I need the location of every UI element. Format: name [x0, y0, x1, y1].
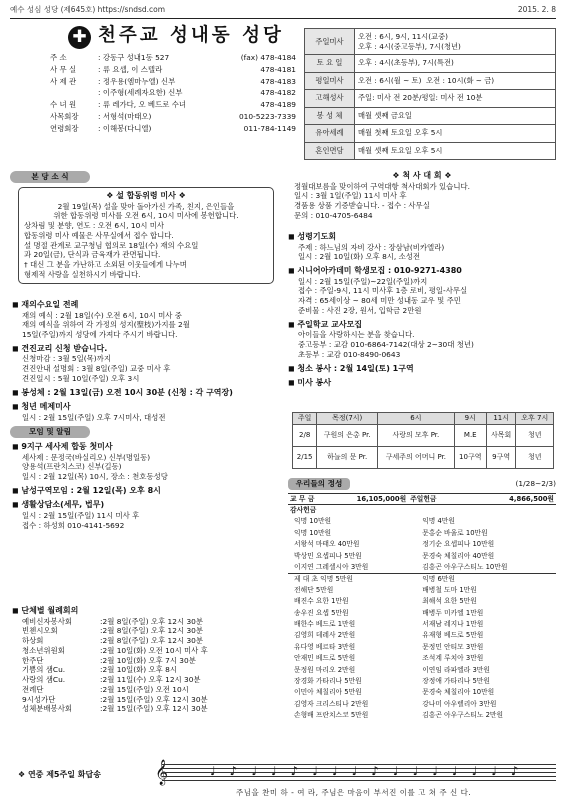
donation-entry: 장정애 가타리나 5만원: [422, 676, 490, 685]
news-item-heading: ◼ 견진교리 신청 받습니다.: [12, 343, 108, 353]
schedule-label: 토 요 일: [305, 55, 355, 73]
church-cross-logo-icon: ✚: [68, 26, 91, 49]
schedule-value: 오후 : 4시(초등부), 7시(특전): [355, 55, 556, 73]
mass-table-cell: 2/15: [293, 447, 317, 469]
donation-entry: 익명 10만원: [294, 528, 332, 537]
donation-row: [288, 539, 556, 550]
right-news-list: [288, 232, 556, 393]
news-item: [12, 402, 282, 422]
header-rule: [10, 18, 556, 19]
donation-row: [288, 528, 556, 539]
schedule-value: 오전 : 6시, 9시, 11시(교중) 오후 : 4시(중고등부), 7시(청년): [355, 29, 556, 55]
donation-entry: 이연임 라파엘라 3만원: [422, 665, 490, 674]
meeting-row: [12, 656, 282, 666]
staff-phone: 010-5223-7339: [238, 112, 296, 121]
schedule-value: 오전 : 6시(월 ~ 토) 오전 : 10시(화 ~ 금): [355, 72, 556, 90]
donation-row: [288, 642, 556, 653]
news-item: [288, 378, 556, 389]
memorial-mass-line: 합동위령 미사 예물은 사무실에서 접수 합니다.: [24, 230, 174, 240]
news-item-line: 15일(주일)까지 성당에 가져다 주시기 바랍니다.: [22, 330, 178, 340]
donation-entry: 안재민 베드로 5만원: [294, 654, 356, 663]
donation-entry: 이지연 그레셀시아 3만원: [294, 562, 369, 571]
donation-total-cell: 16,105,000원: [330, 494, 409, 505]
mass-table-cell: 사랑의 모후 Pr.: [378, 425, 455, 447]
staff-phone: 011-784-1149: [243, 123, 296, 133]
donation-entry: 문정원 마리오 2만원: [294, 665, 356, 674]
staff-label: 연령회장: [50, 123, 79, 133]
news-item-heading: ◼ 재의수요일 전례: [12, 300, 79, 309]
schedule-label: 고해성사: [305, 90, 355, 108]
donation-subheader-row: [288, 505, 556, 516]
meeting-group: 예비신자봉사회: [22, 616, 72, 626]
donation-entry: 문경숙 체칠리아 40만원: [422, 551, 495, 560]
staff-row: [50, 87, 296, 99]
schedule-label: 혼인면담: [305, 142, 355, 160]
news-item-line: 자격 : 65세이상 ~ 80세 미만 성내동 교우 및 주민: [298, 296, 461, 306]
mass-table-cell: 9구역: [486, 447, 516, 469]
schedule-value: 매월 첫째 토요일 오후 5시: [355, 125, 556, 143]
donation-row: [288, 630, 556, 641]
news-item-line: 주제 : 하느님의 자비 강사 : 장삼남(비카엘라): [298, 242, 445, 252]
news-item-heading: ◼ 생활상담소(세무, 법무): [12, 500, 105, 510]
meeting-time: 2월 15일(주일) 오후 12시 30분: [102, 694, 208, 704]
news-item-heading: ◼ 9지구 세사제 합동 첫미사: [12, 442, 113, 451]
news-item-line: 일시 : 2월 15일(주일)~22일(주일)까지: [298, 276, 428, 286]
memorial-mass-title: ❖ 설 합동위령 미사 ❖: [106, 191, 186, 200]
meetings-heading: ◼ 단체별 월례회의: [12, 606, 79, 615]
schedule-value: 매월 셋째 토요일 오후 5시: [355, 142, 556, 160]
donation-row: [288, 607, 556, 618]
news-item-line: 준비물 : 사진 2장, 원서, 입학금 2만원: [298, 305, 422, 315]
donation-row: [288, 550, 556, 561]
mass-table-head-cell: 11시: [486, 413, 516, 425]
schedule-value: 주일: 미사 전 20분/평일: 미사 전 10분: [355, 90, 556, 108]
staff-phone: 478-4182: [260, 88, 296, 98]
donation-entry: 손형배 프란치스코 5만원: [294, 711, 369, 720]
festival-line: 정월대보름을 맞이하여 구역대항 척사대회가 있습니다.: [294, 181, 470, 191]
news-item-heading: ◼ 남성구역모임 : 2월 12일(목) 오후 8시: [12, 485, 161, 495]
news-item-line: 견진일시 : 5월 10일(주일) 오후 3시: [22, 373, 140, 383]
donation-entry: 최해석 요한 5만원: [422, 597, 477, 606]
schedule-row: [305, 125, 556, 143]
memorial-mass-line: 설 명절 관계로 교구청님 협의로 18일(수) 재의 수요일: [24, 240, 199, 250]
mass-table-header: [293, 413, 554, 425]
parish-news-list: [12, 300, 282, 427]
mass-table-cell: 10구역: [454, 447, 486, 469]
staff-value: : 이주형(세례자요한) 신부: [98, 88, 183, 98]
schedule-row: [305, 29, 556, 55]
staff-label: 사 무 실: [50, 64, 77, 74]
colon: :: [100, 694, 103, 704]
meeting-row: [12, 675, 282, 685]
donations-range: (1/28~2/3): [515, 479, 556, 489]
mass-table-cell: 청년: [516, 425, 554, 447]
donation-entry: 이민아 체칠리아 5만원: [294, 688, 362, 697]
donation-total-cell: 주일헌금: [408, 494, 464, 505]
schedule-label: 봉 성 체: [305, 107, 355, 125]
meeting-group: 사랑의 샘Cu.: [22, 675, 66, 685]
news-item: [12, 442, 282, 482]
donation-entry: 문정민 안티모 3만원: [422, 642, 484, 651]
staff-label: 사목회장: [50, 112, 79, 121]
mass-table-row: [293, 447, 554, 469]
donation-entry: 김흥곤 아우구스티노 10만원: [422, 562, 508, 571]
news-item-line: 일시 : 2월 10일(화) 오후 8시, 소성전: [298, 252, 421, 262]
colon: :: [100, 704, 103, 714]
staff-row: [50, 99, 296, 111]
left-column: [10, 171, 280, 183]
meeting-row: [12, 704, 282, 714]
news-item-heading: ◼ 청년 메제미사: [12, 402, 71, 412]
donation-entry: 김영자 크리스티나 2만원: [294, 699, 369, 708]
mass-table-cell: 구원의 은총 Pr.: [317, 425, 378, 447]
meeting-time: 2월 8일(주일) 오후 12시 30분: [102, 626, 203, 636]
schedule-label: 유아세례: [305, 125, 355, 143]
staff-row: [50, 76, 296, 88]
donation-row: [288, 664, 556, 675]
donation-entry: 김영희 데레사 2만원: [294, 631, 356, 640]
meeting-group: 기쁨의 샘Cu.: [22, 665, 66, 675]
donation-entry: 문경숙 체칠리아 10만원: [422, 688, 495, 697]
news-item-line: 양용석(프란치스코) 신부(길동): [22, 462, 122, 472]
meeting-group: 한주단: [22, 655, 44, 665]
donation-entry: 배병철 도마 1만원: [422, 585, 477, 594]
schedule-row: [305, 90, 556, 108]
schedule-label: 주일미사: [305, 29, 355, 55]
mass-table-head-cell: 오후 7시: [516, 413, 554, 425]
colon: :: [100, 675, 103, 685]
donation-entry: 전해단 5만원: [294, 585, 334, 594]
mass-table-row: [293, 425, 554, 447]
staff-row: [50, 111, 296, 123]
donation-total-cell: 교 무 금: [288, 494, 330, 505]
staff-value: : 류 요셉, 이 스텔라: [98, 64, 163, 74]
meeting-time: 2월 8일(주일) 오후 12시 30분: [102, 636, 203, 646]
memorial-mass-line: 과 20일(금), 단식과 금육재가 관면됩니다.: [24, 250, 161, 260]
mass-service-table-wrap: [292, 412, 554, 469]
mass-schedule-table: [304, 28, 556, 160]
schedule-label: 평일미사: [305, 72, 355, 90]
memorial-mass-line: 상차림 및 분향, 연도 : 오전 6시, 10시 미사: [24, 221, 165, 231]
schedule-row: [305, 142, 556, 160]
donation-entry: 제 대 초 익명 5만원: [294, 574, 353, 583]
news-item: [12, 344, 282, 384]
news-item-heading: ◼ 미사 봉사: [288, 378, 332, 388]
donations-table: [288, 493, 556, 721]
mass-table-cell: 사목회: [486, 425, 516, 447]
colon: :: [100, 665, 103, 675]
news-item: [288, 266, 556, 316]
header-bar: [10, 5, 556, 15]
donations-header: 우리들의 정성: [288, 478, 350, 490]
schedule-row: [305, 107, 556, 125]
mass-table-head-cell: 6시: [378, 413, 455, 425]
meeting-row: [12, 695, 282, 705]
donation-entry: 문홍순 바울로 10만원: [422, 528, 488, 537]
news-item-heading: ◼ 시니어아카데미 학생모집 : 010-9271-4380: [288, 266, 462, 276]
meeting-group: 성체분배봉사회: [22, 704, 72, 714]
donation-entry: 김흥곤 아우구스티노 2만원: [422, 711, 504, 720]
donation-row: [288, 516, 556, 527]
mass-table-head-cell: 9시: [454, 413, 486, 425]
staff-phone: 478-4183: [260, 76, 296, 86]
donation-entry: 조석계 루치아 3만원: [422, 654, 484, 663]
announcement-list: [12, 442, 282, 534]
news-item-heading: ◼ 성령기도회: [288, 232, 337, 241]
donation-row: [288, 710, 556, 721]
meeting-row: [12, 617, 282, 627]
meeting-time: 2월 8일(주일) 오후 12시 30분: [102, 616, 203, 626]
news-item-line: 접수 : 주일-9시, 11시 미사후 1층 로비, 평일-사무실: [298, 286, 468, 296]
colon: :: [100, 616, 103, 626]
donation-entry: 배병두 미카엘 1만원: [422, 608, 484, 617]
news-item: [288, 364, 556, 375]
news-item-line: 아이들을 사랑하시는 분을 찾습니다.: [298, 330, 415, 340]
psalm-title: ❖ 연중 제5주일 화답송: [18, 770, 101, 779]
meeting-group: 전례단: [22, 684, 44, 694]
news-item: [12, 388, 282, 399]
donation-row: [288, 585, 556, 596]
mass-table-cell: 하늘의 문 Pr.: [317, 447, 378, 469]
news-item-line: 신청마감 : 3월 5일(목)까지: [22, 354, 111, 364]
news-item-line: 일시 : 2월 12일(목) 10시, 장소 : 천호동성당: [22, 472, 168, 482]
news-item-line: 재의 예식 : 2월 18일(수) 오전 6시, 10시 미사 중: [22, 310, 182, 320]
staff-directory: [50, 52, 296, 135]
news-item-heading: ◼ 봉성체 : 2월 13일(금) 오전 10시 30분 (신청 : 각 구역장): [12, 387, 233, 397]
staff-line: [162, 780, 556, 781]
festival-line: 경품용 상품 기증받습니다. - 접수 : 사무실: [294, 201, 430, 211]
news-item: [12, 500, 282, 530]
meeting-group: 빈첸시오회: [22, 626, 58, 636]
schedule-value: 매월 셋째 금요일: [355, 107, 556, 125]
psalm-lyrics: 주님을 찬미 하 - 여 라, 주님은 마음이 부서진 이를 고 쳐 주 신 다.: [236, 788, 472, 797]
meeting-time: 2월 15일(주일) 오후 12시 30분: [102, 704, 208, 714]
news-item-line: 일시 : 2월 15일(주일) 오후 7시미사, 대성전: [22, 412, 166, 422]
staff-label: 수 녀 원: [50, 100, 77, 110]
memorial-mass-line: 위한 합동위령 미사를 오전 6시, 10시 미사에 봉헌합니다.: [53, 211, 239, 221]
donation-row: [288, 562, 556, 573]
donation-total-row: [288, 494, 556, 505]
treble-clef-icon: 𝄞: [155, 760, 169, 785]
donation-entry: 익명 4만원: [422, 517, 455, 526]
news-item: [288, 232, 556, 262]
music-notes-icon: ♩♪♩♩♪♩♩♩♪♩♩♩♩♩♩♪: [210, 764, 533, 778]
meeting-row: [12, 646, 282, 656]
staff-value: : 류 레가다, 오 베드로 수녀: [98, 100, 186, 110]
festival-line: 일시 : 3월 1일(주일) 11시 미사 후: [294, 191, 407, 201]
colon: :: [100, 684, 103, 694]
colon: :: [100, 645, 103, 655]
donation-entry: 서왕석 마태오 40만원: [294, 540, 360, 549]
donation-row: [288, 699, 556, 710]
mass-table-cell: 구세주의 어머니 Pr.: [378, 447, 455, 469]
meeting-row: [12, 636, 282, 646]
news-item: [12, 300, 282, 340]
news-item-line: 접수 : 하성희 010-4141-5692: [22, 520, 125, 530]
news-item-line: 재의 예식을 위하여 각 가정의 성지(聖枝)가지를 2월: [22, 320, 190, 330]
mass-table-head-cell: 목정(7시): [317, 413, 378, 425]
donation-entry: 송우진 요셉 5만원: [294, 608, 349, 617]
donations-section: [288, 478, 556, 721]
donation-row: [288, 596, 556, 607]
memorial-mass-box: [18, 187, 274, 284]
donation-row: [288, 676, 556, 687]
staff-phone: (fax) 478-4184: [240, 53, 296, 63]
news-item-heading: ◼ 청소 봉사 : 2월 14일(토) 1구역: [288, 363, 414, 373]
staff-row: [50, 64, 296, 76]
meeting-time: 2월 15일(주일) 오전 10시: [102, 684, 189, 694]
donation-row: [288, 653, 556, 664]
donation-entry: 유재형 베드로 5만원: [422, 631, 484, 640]
staff-phone: 478-4189: [260, 100, 296, 110]
mass-table-cell: M.E: [454, 425, 486, 447]
news-item-line: 중고등부 : 교감 010-6864-7142(대상 2~30대 청년): [298, 340, 474, 349]
meeting-group: 하상회: [22, 636, 44, 646]
news-item-line: 일시 : 2월 15일(주일) 11시 미사 후: [22, 510, 140, 520]
colon: :: [100, 655, 103, 665]
donation-entry: 익명 6만원: [422, 574, 455, 583]
news-item-line: 세사제 : 문정국(바실리오) 신부(명일동): [22, 452, 151, 462]
monthly-meetings: [12, 606, 282, 714]
colon: :: [100, 636, 103, 646]
staff-label: 주 소: [50, 53, 67, 63]
meeting-group: 9시성가단: [22, 694, 56, 704]
donation-row: [288, 687, 556, 698]
meeting-row: [12, 626, 282, 636]
meeting-time: 2월 11일(수) 오후 12시 30분: [102, 675, 201, 685]
donation-entry: 박상민 요셉피나 5만원: [294, 551, 362, 560]
donation-entry: 장경화 가타리나 5만원: [294, 676, 362, 685]
memorial-mass-line: † 대신 그 분을 가난하고 소외된 이웃들에게 나누며: [24, 260, 187, 270]
colon: :: [100, 626, 103, 636]
meeting-time: 2월 10일(화) 오전 10시 미사 후: [102, 645, 208, 655]
meeting-time: 2월 10일(화) 오후 7시 30분: [102, 655, 196, 665]
memorial-mass-line: 형제적 사랑을 실천하시기 바랍니다.: [24, 269, 141, 279]
donation-entry: 배진수 요한 1만원: [294, 597, 349, 606]
donation-entry: 정기순 요셉피나 10만원: [422, 540, 495, 549]
staff-value: : 서형석(마태오): [98, 112, 152, 121]
donation-entry: 익명 10만원: [294, 517, 332, 526]
news-item: [288, 320, 556, 360]
donation-entry: 배한수 베드로 1만원: [294, 620, 356, 628]
meeting-time: 2월 10일(화) 오후 8시: [102, 665, 177, 675]
mass-table-head-cell: 주일: [293, 413, 317, 425]
festival-box: [288, 171, 556, 221]
mass-service-table: [292, 412, 554, 469]
staff-row: [50, 123, 296, 135]
staff-value: : 이해봉(다니엘): [98, 123, 152, 133]
memorial-mass-line: 2월 19일(목) 설을 맞아 돌아가신 가족, 친지, 은인들을: [57, 201, 235, 211]
donation-entry: 유다영 베르타 3만원: [294, 642, 356, 651]
news-item-line: 견진안내 설명회 : 3월 8일(주일) 교중 미사 후: [22, 364, 171, 374]
news-item-heading: ◼ 주일학교 교사모집: [288, 319, 363, 329]
festival-line: 문의 : 010-4705-6484: [294, 210, 373, 220]
meeting-row: [12, 685, 282, 695]
donation-row: [288, 573, 556, 584]
news-item-line: 초등부 : 교감 010-8490-0643: [298, 349, 401, 359]
festival-title: ❖ 척 사 대 회 ❖: [392, 171, 452, 180]
donation-entry: 서재남 레지나 1만원: [422, 620, 484, 628]
mass-table-cell: 청년: [516, 447, 554, 469]
mass-table-cell: 2/8: [293, 425, 317, 447]
donation-entry: 강나미 아우렐리아 3만원: [422, 699, 497, 708]
donation-subheader: 감사헌금: [290, 506, 317, 515]
news-item: [12, 486, 282, 497]
staff-row: [50, 52, 296, 64]
parish-title: 천주교 성내동 성당: [98, 25, 284, 46]
schedule-row: [305, 55, 556, 73]
announcements-header: 모임 및 알림: [10, 426, 90, 438]
header-left: 예수 성심 성당 (제645호) https://sndsd.com: [10, 5, 166, 14]
meeting-group: 청소년위원회: [22, 645, 65, 655]
staff-value: : 강동구 성내1동 527: [98, 53, 170, 63]
staff-phone: 478-4181: [260, 64, 296, 74]
donation-total-cell: 4,866,500원: [465, 494, 556, 505]
donation-row: [288, 619, 556, 630]
news-header: 본 당 소 식: [10, 171, 90, 183]
staff-value: : 정우용(엠마누엘) 신부: [98, 76, 176, 86]
meeting-row: [12, 665, 282, 675]
staff-label: 사 제 관: [50, 76, 77, 86]
schedule-row: [305, 72, 556, 90]
header-date: 2015. 2. 8: [517, 5, 556, 14]
